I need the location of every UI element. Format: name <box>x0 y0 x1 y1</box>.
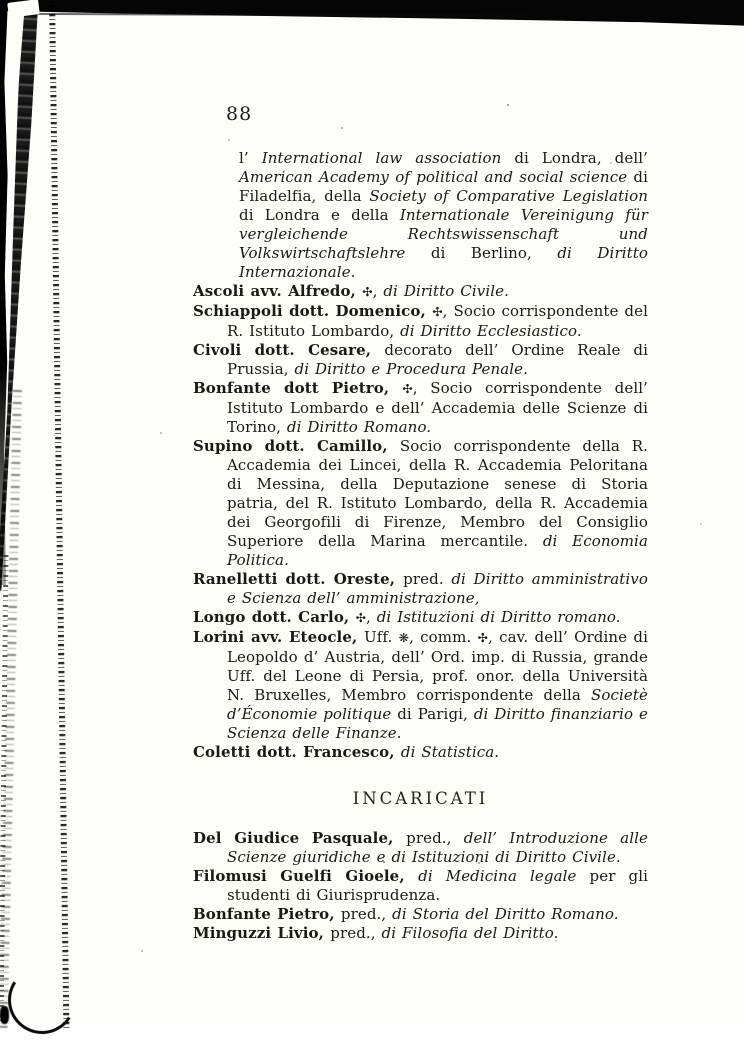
text-segment: Bonfante Pietro, <box>193 905 341 923</box>
text-segment: Society of Comparative Legislation <box>369 187 648 205</box>
scan-artifact-speckle-line <box>49 0 69 1030</box>
text-segment: di Storia del Diritto Romano. <box>392 905 619 923</box>
faculty-entry <box>193 341 648 379</box>
text-segment: , cav. dell’ Ordine di Leopoldo d’ Austria, dell’ Ord. imp. di Russia, grande Uff. del Leone di Persia, prof. onor. della Università N. Bruxelles, Membro corrispondente della <box>227 628 648 704</box>
text-segment: Filomusi Guelfi Gioele, <box>193 867 419 885</box>
incaricati-entry <box>193 924 648 943</box>
incaricati-entry <box>193 829 648 867</box>
text-segment: Uff. <box>364 628 399 646</box>
text-segment: International law association <box>261 149 502 167</box>
faculty-entry <box>193 302 648 341</box>
text-segment: , Socio corrispondente dell’ Istituto Lombardo e dell’ Accademia delle Scienze di Torino, <box>227 379 649 436</box>
text-segment: Ascoli avv. Alfredo, <box>193 282 363 300</box>
text-segment: , Socio corrispondente del R. Istituto Lombardo, <box>227 302 648 340</box>
text-segment: pred. <box>403 570 452 588</box>
page-number: 88 <box>226 103 253 125</box>
text-segment: Civoli dott. Cesare, <box>193 341 385 359</box>
cross-decoration-icon: ✣ <box>477 631 488 645</box>
faculty-entry <box>193 379 648 437</box>
text-segment: Socio corrispondente della R. Accademia dei Lincei, della R. Accademia Peloritana di Messina, della Deputazione senese di Storia patria, del R. Istituto Lombardo, della R. Accademia dei Georgofili di Firenze, Membro del Consiglio Superiore della Marina mercantile. <box>227 437 648 550</box>
text-segment: di Diritto Internazionale. <box>239 244 648 281</box>
text-segment: di Filosofia del Diritto. <box>381 924 559 942</box>
faculty-entry <box>193 437 648 570</box>
text-segment: Supino dott. Camillo, <box>193 437 400 455</box>
text-segment: Schiappoli dott. Domenico, <box>193 302 433 320</box>
intro-paragraph-continuation <box>239 149 648 282</box>
text-segment: , <box>372 282 384 300</box>
text-segment: di Medicina legale <box>418 867 577 885</box>
text-segment: per gli studenti di Giurisprudenza. <box>227 867 648 904</box>
faculty-entry <box>193 282 648 302</box>
text-segment: Societè d’Économie politique <box>227 686 648 723</box>
cross-decoration-icon: ✣ <box>402 382 413 396</box>
text-segment: Del Giudice Pasquale, <box>193 829 407 847</box>
faculty-list <box>193 282 648 762</box>
faculty-entry <box>193 570 648 608</box>
text-segment: American Academy of political and social science <box>239 168 628 186</box>
text-segment: di Istituzioni di Diritto romano. <box>376 608 621 626</box>
text-segment: Ranelletti dott. Oreste, <box>193 570 404 588</box>
cross-decoration-icon: ✣ <box>432 305 443 319</box>
officer-star-decoration-icon: ❋ <box>398 631 410 645</box>
text-segment: di Diritto finanziario e Scienza delle Finanze. <box>227 705 648 742</box>
text-segment: Longo dott. Carlo, <box>193 608 356 626</box>
scan-artifact-binding-stripe <box>0 0 39 592</box>
incaricati-list <box>193 829 648 943</box>
text-segment: di Diritto Ecclesiastico. <box>400 322 582 340</box>
text-segment: Internationale Vereinigung für vergleichende Rechtswissenschaft und Volkswirtschaftslehre <box>239 206 648 262</box>
text-segment: di Diritto e Procedura Penale. <box>294 360 529 378</box>
text-segment: Coletti dott. Francesco, <box>193 743 401 761</box>
incaricati-entry <box>193 905 648 924</box>
faculty-entry <box>193 608 648 628</box>
text-segment: di Diritto Civile. <box>383 282 509 300</box>
scan-artifact-bottom-curve <box>2 960 83 1040</box>
text-segment: di Berlino, <box>405 244 558 262</box>
text-segment: dell’ Introduzione alle Scienze giuridiche e di Istituzioni di Diritto Civile. <box>227 829 648 866</box>
text-segment: di Londra e della <box>239 206 400 224</box>
text-column <box>193 149 648 943</box>
text-segment: Bonfante dott Pietro, <box>193 379 403 397</box>
text-segment: di Statistica. <box>400 743 500 761</box>
text-segment: pred., <box>330 924 382 942</box>
text-segment: pred., <box>340 905 393 923</box>
section-heading-incaricati: INCARICATI <box>352 789 489 808</box>
cross-decoration-icon: ✣ <box>362 285 373 299</box>
text-segment: , comm. <box>409 628 478 646</box>
text-segment: di Filadelfia, della <box>239 168 648 205</box>
cross-decoration-icon: ✣ <box>355 611 366 625</box>
text-segment: di Economia Politica. <box>227 532 648 569</box>
faculty-entry <box>193 743 648 762</box>
text-segment: Lorini avv. Eteocle, <box>193 628 365 646</box>
text-segment: Minguzzi Livio, <box>193 924 331 942</box>
text-segment: pred., <box>406 829 464 847</box>
scan-artifact-bottom-blob <box>0 1006 9 1024</box>
text-segment: di Londra, dell’ <box>501 149 648 167</box>
text-segment: , <box>365 608 377 626</box>
faculty-entry <box>193 628 648 743</box>
text-segment: l’ <box>239 149 262 167</box>
text-segment: di Parigi, <box>391 705 474 723</box>
incaricati-entry <box>193 867 648 905</box>
text-segment: decorato dell’ Ordine Reale di Prussia, <box>227 341 648 378</box>
text-segment: di Diritto Romano. <box>286 418 432 436</box>
text-segment: di Diritto amministrativo e Scienza dell’ amministrazione, <box>227 570 648 607</box>
